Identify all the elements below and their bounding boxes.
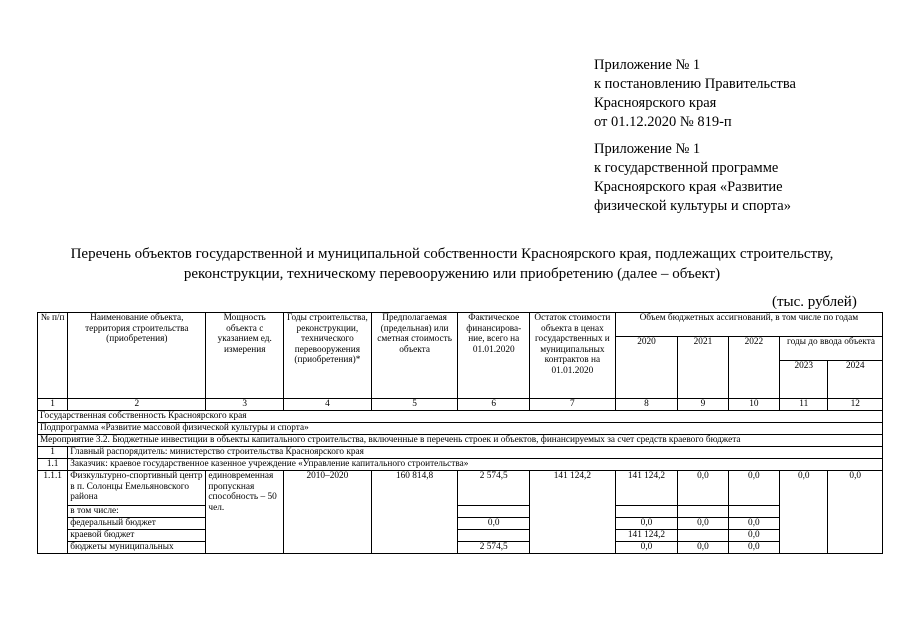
col-number: 5	[371, 399, 458, 411]
appendix-program-block	[594, 140, 791, 216]
object-2021: 0,0	[678, 471, 728, 506]
customer: Заказчик: краевое государственное казенное учреждение «Управление капитального строительства»	[68, 459, 883, 471]
header-years: Годы строительства, реконструкции, технического перевооружения (приобретения)*	[284, 313, 372, 399]
appendix-decree-block	[594, 56, 796, 132]
header-year-2020: 2020	[615, 337, 678, 399]
appendix-program-line-2: к государственной программе	[594, 160, 779, 176]
table-row	[38, 459, 883, 471]
header-year-2023: 2023	[780, 361, 828, 399]
table-row	[38, 447, 883, 459]
object-name: Физкультурно-спортивный центр в п. Солонцы Емельяновского района	[68, 471, 206, 506]
federal-2021: 0,0	[678, 518, 728, 530]
section-row	[38, 411, 883, 423]
federal-budget-label: федеральный бюджет	[68, 518, 206, 530]
object-2023: 0,0	[780, 471, 828, 554]
empty-cell	[458, 506, 530, 518]
appendix-decree-line-1: Приложение № 1	[594, 57, 701, 73]
column-numbers-row	[38, 399, 883, 411]
col-number: 9	[678, 399, 728, 411]
empty-cell	[615, 506, 678, 518]
col-number: 6	[458, 399, 530, 411]
appendix-program-line-4: физической культуры и спорта»	[594, 198, 791, 214]
table-row	[38, 506, 883, 518]
regional-budget-label: краевой бюджет	[68, 530, 206, 542]
federal-2020: 0,0	[615, 518, 678, 530]
municipal-budget-label: бюджеты муниципальных	[68, 542, 206, 554]
table-row	[38, 518, 883, 530]
header-remainder: Остаток стоимости объекта в ценах государственных и муниципальных контрактов на 01.01.2020	[530, 313, 616, 399]
objects-table	[37, 312, 883, 554]
empty-cell	[458, 530, 530, 542]
units-label: (тыс. рублей)	[772, 294, 857, 310]
document-title	[20, 244, 884, 284]
municipal-2021: 0,0	[678, 542, 728, 554]
col-number: 2	[68, 399, 206, 411]
header-year-2022: 2022	[728, 337, 779, 399]
col-number: 12	[828, 399, 883, 411]
col-number: 4	[284, 399, 372, 411]
municipal-2020: 0,0	[615, 542, 678, 554]
section-row	[38, 423, 883, 435]
federal-2022: 0,0	[728, 518, 779, 530]
col-number: 10	[728, 399, 779, 411]
regional-2022: 0,0	[728, 530, 779, 542]
regional-2020: 141 124,2	[615, 530, 678, 542]
appendix-program-line-1: Приложение № 1	[594, 141, 701, 157]
col-number: 7	[530, 399, 616, 411]
section-row	[38, 435, 883, 447]
row-number: 1.1	[38, 459, 68, 471]
header-name: Наименование объекта, территория строительства (приобретения)	[68, 313, 206, 399]
object-2022: 0,0	[728, 471, 779, 506]
col-number: 8	[615, 399, 678, 411]
appendix-program-line-3: Красноярского края «Развитие	[594, 179, 783, 195]
main-manager: Главный распорядитель: министерство строительства Красноярского края	[68, 447, 883, 459]
object-capacity: единовременная пропускная способность – 50 чел.	[206, 471, 284, 554]
including-label: в том числе:	[68, 506, 206, 518]
col-number: 1	[38, 399, 68, 411]
header-until-commissioning: годы до ввода объекта	[780, 337, 883, 361]
header-capacity: Мощность объекта с указанием ед. измерения	[206, 313, 284, 399]
object-2024: 0,0	[828, 471, 883, 554]
section-state-property: Государственная собственность Красноярского края	[38, 411, 883, 423]
empty-cell	[678, 530, 728, 542]
header-budget: Объем бюджетных ассигнований, в том числе по годам	[615, 313, 882, 337]
header-year-2024: 2024	[828, 361, 883, 399]
municipal-actual: 2 574,5	[458, 542, 530, 554]
object-remainder: 141 124,2	[530, 471, 616, 554]
municipal-2022: 0,0	[728, 542, 779, 554]
empty-cell	[728, 506, 779, 518]
object-actual: 2 574,5	[458, 471, 530, 506]
header-cost: Предполагаемая (предельная) или сметная стоимость объекта	[371, 313, 458, 399]
header-year-2021: 2021	[678, 337, 728, 399]
document-title-line-2: реконструкции, техническому перевооружению или приобретению (далее – объект)	[183, 266, 721, 282]
section-measure: Мероприятие 3.2. Бюджетные инвестиции в объекты капитального строительства, включенные в перечень строек и объектов, финансируемых за счет средств краевого бюджета	[38, 435, 883, 447]
object-years: 2010–2020	[284, 471, 372, 554]
appendix-decree-line-2: к постановлению Правительства	[594, 76, 796, 92]
document-title-line-1: Перечень объектов государственной и муниципальной собственности Красноярского края, подлежащих строительству,	[70, 246, 834, 262]
table-row	[38, 542, 883, 554]
federal-actual: 0,0	[458, 518, 530, 530]
object-cost: 160 814,8	[371, 471, 458, 554]
appendix-decree-line-3: Красноярского края	[594, 95, 717, 111]
object-2020: 141 124,2	[615, 471, 678, 506]
table-row	[38, 530, 883, 542]
section-subprogram: Подпрограмма «Развитие массовой физической культуры и спорта»	[38, 423, 883, 435]
appendix-decree-line-4: от 01.12.2020 № 819-п	[594, 114, 732, 130]
header-num: № п/п	[38, 313, 68, 399]
col-number: 11	[780, 399, 828, 411]
object-row	[38, 471, 883, 506]
object-number: 1.1.1	[38, 471, 68, 554]
row-number: 1	[38, 447, 68, 459]
header-actual: Фактическое финансирова-ние, всего на 01.01.2020	[458, 313, 530, 399]
empty-cell	[678, 506, 728, 518]
col-number: 3	[206, 399, 284, 411]
